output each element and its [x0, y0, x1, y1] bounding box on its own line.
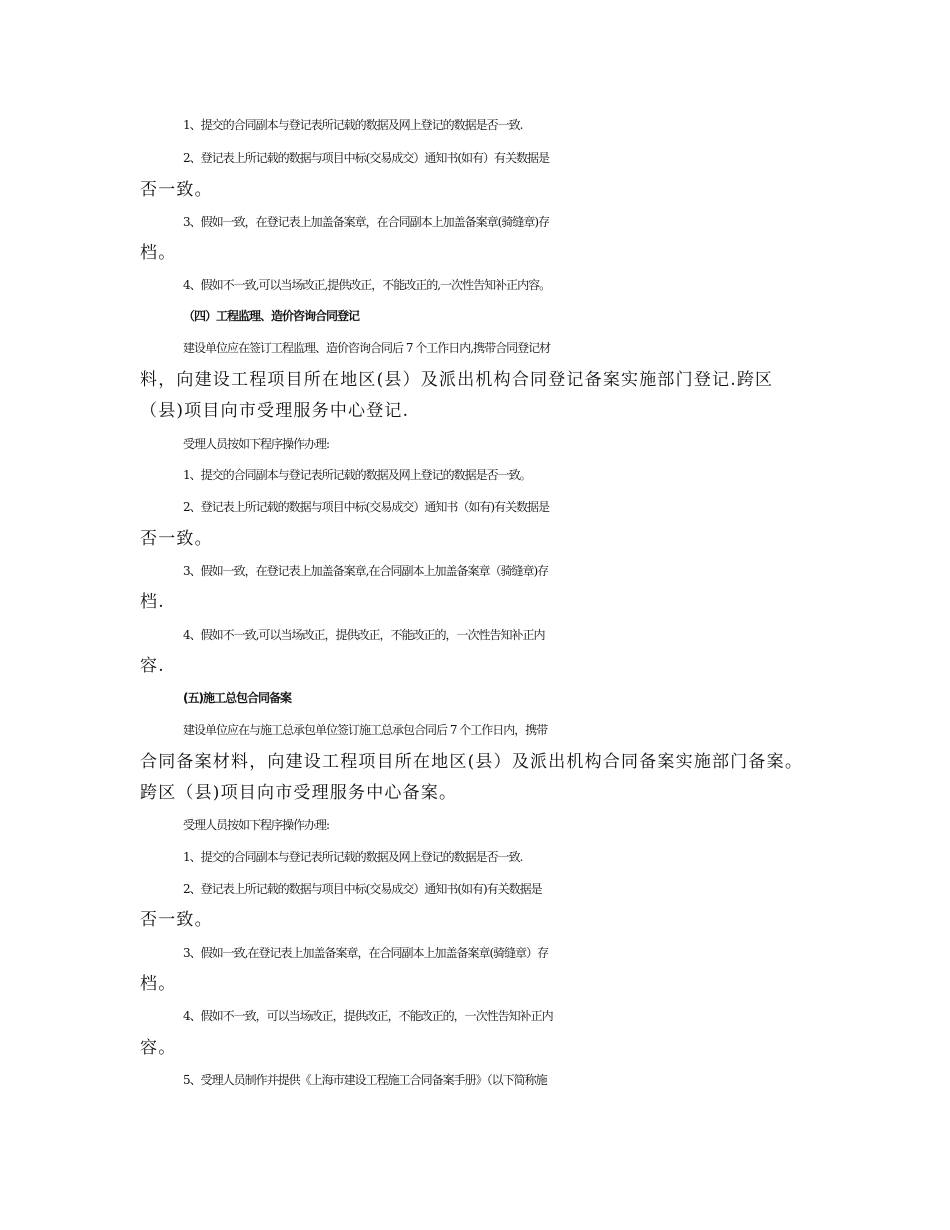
- paragraph-line: 建设单位应在签订工程监理、造价咨询合同后 7 个工作日内,携带合同登记材: [183, 341, 551, 355]
- paragraph-line: 3、假如一致,在登记表上加盖备案章，在合同副本上加盖备案章(骑缝章）存: [183, 946, 549, 960]
- paragraph-line: 容。: [140, 1038, 177, 1058]
- paragraph-line: 3、假如一致，在登记表上加盖备案章，在合同副本上加盖备案章(骑缝章)存: [183, 215, 550, 229]
- paragraph-line: 1、提交的合同副本与登记表所记载的数据及网上登记的数据是否一致.: [183, 118, 523, 132]
- paragraph-line: 容.: [140, 656, 165, 676]
- paragraph-line: 3、假如一致，在登记表上加盖备案章,在合同副本上加盖备案章（骑缝章)存: [183, 564, 549, 578]
- paragraph-line: 2、登记表上所记载的数据与项目中标(交易成交）通知书（如有)有关数据是: [183, 500, 550, 514]
- section-heading: (五)施工总包合同备案: [183, 691, 291, 705]
- paragraph-line: 否一致。: [140, 529, 213, 549]
- paragraph-line: 档。: [140, 243, 177, 263]
- paragraph-line: 否一致。: [140, 180, 213, 200]
- paragraph-line: 料，向建设工程项目所在地区(县）及派出机构合同登记备案实施部门登记.跨区: [140, 370, 774, 390]
- paragraph-line: 受理人员按如下程序操作办理:: [183, 818, 330, 832]
- paragraph-line: 2、登记表上所记载的数据与项目中标(交易成交）通知书(如有)有关数据是: [183, 882, 542, 896]
- paragraph-line: （县)项目向市受理服务中心登记.: [140, 401, 410, 421]
- section-heading: （四）工程监理、造价咨询合同登记: [183, 309, 360, 323]
- paragraph-line: 档。: [140, 974, 177, 994]
- paragraph-line: 4、假如不一致,可以当场改正,提供改正，不能改正的,一次性告知补正内容。: [183, 278, 551, 292]
- paragraph-line: 否一致。: [140, 910, 213, 930]
- paragraph-line: 4、假如不一致,可以当场改正，提供改正，不能改正的，一次性告知补正内: [183, 628, 545, 642]
- paragraph-line: 建设单位应在与施工总承包单位签订施工总承包合同后 7 个工作日内，携带: [183, 723, 548, 737]
- paragraph-line: 合同备案材料，向建设工程项目所在地区(县）及派出机构合同备案实施部门备案。: [140, 752, 804, 772]
- paragraph-line: 1、提交的合同副本与登记表所记载的数据及网上登记的数据是否一致.: [183, 850, 523, 864]
- paragraph-line: 受理人员按如下程序操作办理:: [183, 437, 330, 451]
- paragraph-line: 5、受理人员制作并提供《上海市建设工程施工合同备案手册》（以下简称施: [183, 1073, 547, 1087]
- paragraph-line: 4、假如不一致，可以当场改正，提供改正，不能改正的，一次性告知补正内: [183, 1009, 553, 1023]
- paragraph-line: 跨区（县)项目向市受理服务中心备案。: [140, 783, 458, 803]
- paragraph-line: 档.: [140, 592, 165, 612]
- paragraph-line: 2、登记表上所记载的数据与项目中标(交易成交）通知书(如有）有关数据是: [183, 151, 550, 165]
- paragraph-line: 1、提交的合同副本与登记表所记载的数据及网上登记的数据是否一致。: [183, 468, 531, 482]
